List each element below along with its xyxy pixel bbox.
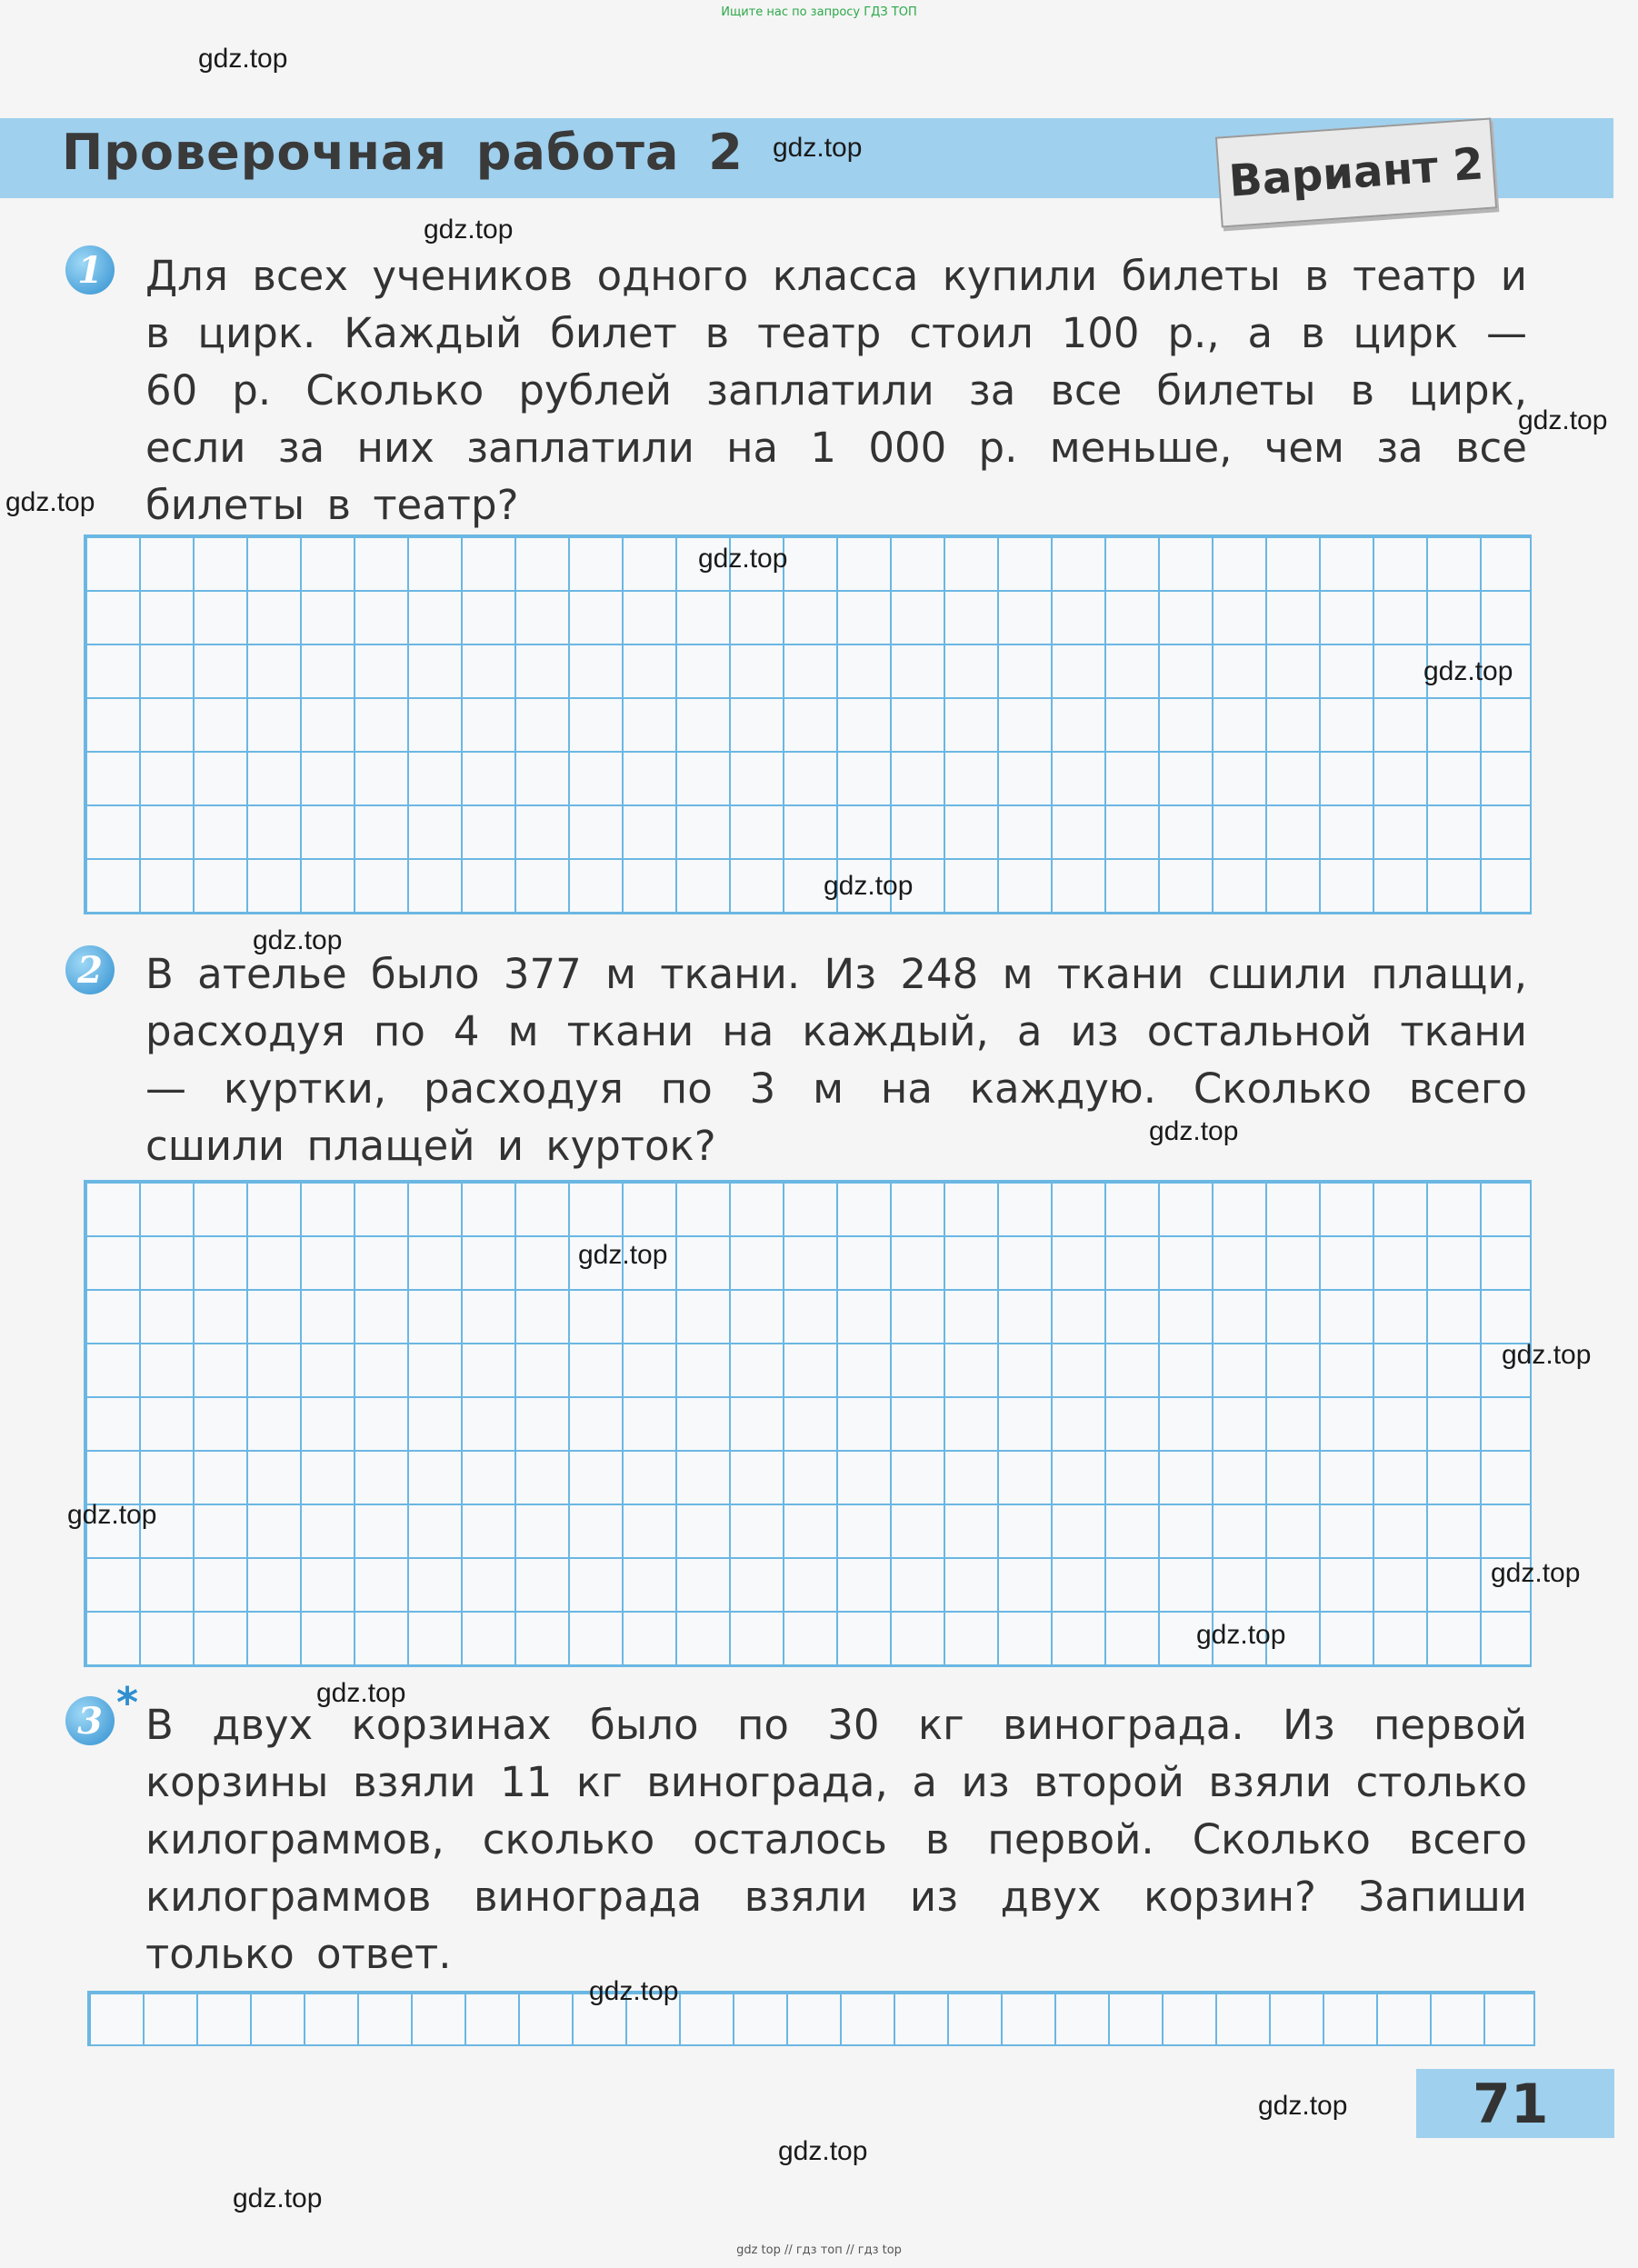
- page-title: Проверочная работа 2: [62, 124, 744, 181]
- watermark: gdz.top: [316, 1678, 406, 1708]
- top-note: Ищите нас по запросу ГДЗ ТОП: [721, 5, 917, 19]
- bottom-note: gdz top // гдз топ // гдз top: [736, 2243, 902, 2257]
- challenge-star-icon: *: [116, 1678, 139, 1727]
- watermark: gdz.top: [5, 487, 95, 517]
- watermark: gdz.top: [233, 2183, 323, 2213]
- question-2-number: 2: [65, 945, 115, 994]
- watermark: gdz.top: [1491, 1558, 1581, 1588]
- watermark: gdz.top: [253, 925, 343, 955]
- watermark: gdz.top: [1258, 2091, 1348, 2121]
- watermark: gdz.top: [824, 871, 914, 901]
- page-number: 71: [1473, 2073, 1549, 2136]
- watermark: gdz.top: [1149, 1116, 1239, 1146]
- question-2-text: В ателье было 377 м ткани. Из 248 м ткани сшили плащи, расходуя по 4 м ткани на каждый, а из остальной ткани — куртки, расходуя по 3 м на каждую. Сколько всего сшили плащей и курток?: [145, 950, 1527, 1170]
- watermark: gdz.top: [778, 2136, 868, 2166]
- watermark: gdz.top: [773, 133, 863, 163]
- watermark: gdz.top: [67, 1500, 157, 1530]
- watermark: gdz.top: [578, 1240, 668, 1270]
- question-3-number: 3: [65, 1696, 115, 1745]
- answer-grid-2[interactable]: [84, 1180, 1532, 1667]
- question-3-text: В двух корзинах было по 30 кг винограда. Из первой корзины взяли 11 кг винограда, а из второй взяли столько килограммов, сколько осталось в первой. Сколько всего килограммов винограда взяли из двух корзин? Запиши только ответ.: [145, 1701, 1527, 1978]
- watermark: gdz.top: [1518, 405, 1608, 435]
- watermark: gdz.top: [424, 215, 514, 245]
- variant-label: Вариант 2: [1215, 118, 1497, 228]
- watermark: gdz.top: [1196, 1620, 1286, 1650]
- watermark: gdz.top: [589, 1976, 679, 2006]
- answer-grid-3[interactable]: [87, 1991, 1535, 2046]
- watermark: gdz.top: [1502, 1340, 1592, 1370]
- question-1-text: Для всех учеников одного класса купили билеты в театр и в цирк. Каждый билет в театр стоил 100 р., а в цирк — 60 р. Сколько рублей заплатили за все билеты в цирк, если за них заплатили на 1 000 р. меньше, чем за все билеты в театр?: [145, 252, 1527, 529]
- answer-grid-1[interactable]: [84, 535, 1532, 914]
- question-1-number: 1: [65, 245, 115, 295]
- watermark: gdz.top: [1423, 656, 1513, 686]
- watermark: gdz.top: [198, 44, 288, 74]
- watermark: gdz.top: [698, 544, 788, 574]
